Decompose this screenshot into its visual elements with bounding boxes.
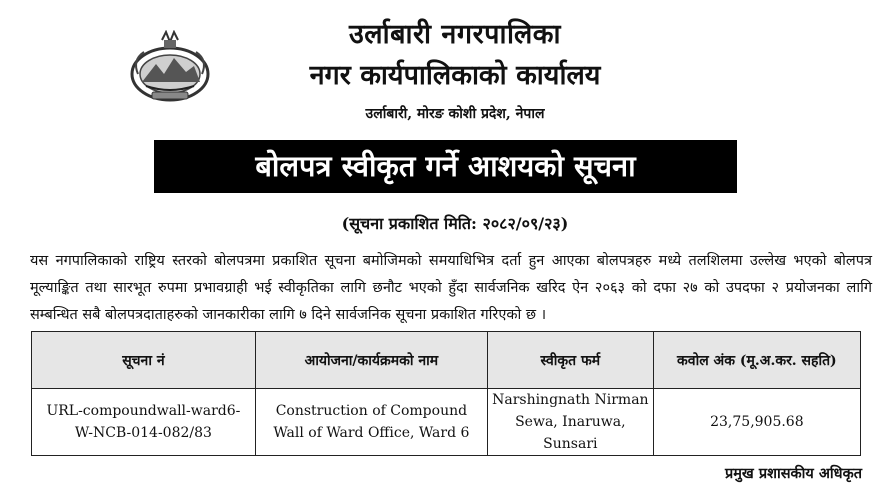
bid-table [31, 331, 861, 456]
notice-body: यस नगपालिकाको राष्ट्रिय स्तरको बोलपत्रमा प्रकाशित सूचना बमोजिमको समयाधिभित्र दर्ता हुन आएका बोलपत्रहरु मध्ये तलशिलमा उल्लेख भएको बोलपत्र मूल्याङ्कित तथा सारभूत रुपमा प्रभावग्राही भई स्वीकृतिका लागि छनौट भएको हुँदा सार्वजनिक खरिद ऐन २०६३ को दफा २७ को उपदफा २ प्रयोजनका लागि सम्बन्धित सबै बोलपत्रदाताहरुको जानकारीका लागि ७ दिने सार्वजनिक सूचना प्रकाशित गरिएको छ । [30, 253, 872, 323]
project-cell [255, 389, 487, 456]
firm-line-2: Sewa, Inaruwa, Sunsari [515, 414, 626, 452]
column-header-notice-no: सूचना नं [32, 332, 256, 389]
notice-no-cell [32, 389, 256, 456]
municipality-name: उर्लाबारी नगरपालिका [348, 19, 562, 50]
notice-no-line-2: W-NCB-014-082/83 [74, 425, 212, 441]
table-row [32, 389, 861, 456]
firm-line-1: Narshingnath Nirman [492, 392, 649, 408]
notice-title: बोलपत्र स्वीकृत गर्ने आशयको सूचना [154, 140, 737, 193]
column-header-bid-amount: कवोल अंक (मू.अ.कर. सहति) [653, 332, 860, 389]
office-name: नगर कार्यपालिकाको कार्यालय [309, 60, 601, 91]
notice-no-line-1: URL-compoundwall-ward6- [46, 403, 241, 419]
project-line-1: Construction of Compound [275, 403, 468, 419]
office-address: उर्लाबारी, मोरङ कोशी प्रदेश, नेपाल [365, 106, 545, 122]
published-date: (सूचना प्रकाशित मिति: २०८२/०९/२३) [341, 214, 569, 233]
firm-cell [487, 389, 653, 456]
table-header-row [32, 332, 861, 389]
bid-amount-cell: 23,75,905.68 [653, 389, 860, 456]
column-header-project: आयोजना/कार्यक्रमको नाम [255, 332, 487, 389]
project-line-2: Wall of Ward Office, Ward 6 [273, 425, 470, 441]
column-header-firm: स्वीकृत फर्म [487, 332, 653, 389]
signatory: प्रमुख प्रशासकीय अधिकृत [725, 465, 862, 482]
nepal-emblem-icon [128, 30, 212, 104]
